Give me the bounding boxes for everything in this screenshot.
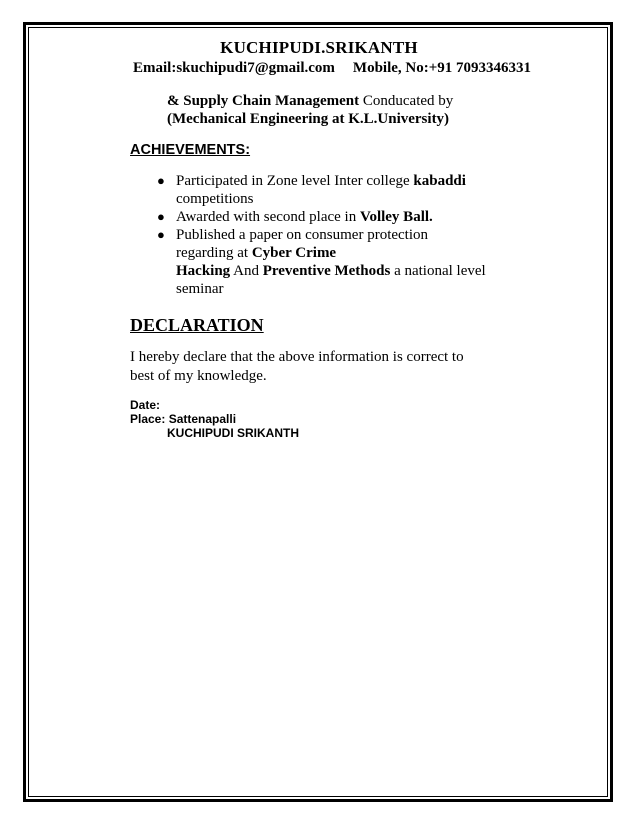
achievement-text: seminar xyxy=(176,281,224,297)
achievement-line xyxy=(176,280,486,298)
achievements-list xyxy=(150,172,486,298)
declaration-line-2: best of my knowledge. xyxy=(130,368,267,384)
bullet-icon: ● xyxy=(157,209,165,224)
education-line-2: (Mechanical Engineering at K.L.University) xyxy=(167,111,450,127)
achievement-emphasis: Volley Ball. xyxy=(359,209,433,225)
achievement-line xyxy=(176,226,486,244)
achievement-text: Participated in Zone level Inter college xyxy=(176,173,414,189)
achievement-text: a national level xyxy=(390,263,486,279)
candidate-name: KUCHIPUDI.SRIKANTH xyxy=(220,38,418,57)
achievement-item xyxy=(150,208,486,226)
achievement-line xyxy=(176,262,486,280)
achievement-emphasis: Cyber Crime xyxy=(251,245,337,261)
achievement-emphasis: Hacking xyxy=(176,263,231,279)
achievement-item xyxy=(150,226,486,298)
declaration-text xyxy=(130,348,464,386)
achievement-emphasis: Preventive Methods xyxy=(262,263,391,279)
achievements-heading: ACHIEVEMENTS: xyxy=(130,142,251,158)
achievement-text: regarding at xyxy=(176,245,252,261)
email-text: Email:skuchipudi7@gmail.com xyxy=(133,60,335,76)
bullet-icon: ● xyxy=(157,227,165,242)
achievement-line xyxy=(176,190,486,208)
achievement-text: Awarded with second place in xyxy=(176,209,360,225)
achievement-text: Published a paper on consumer protection xyxy=(176,227,429,243)
achievement-emphasis: kabaddi xyxy=(413,173,466,189)
declaration-heading: DECLARATION xyxy=(130,315,264,335)
achievement-line xyxy=(176,244,486,262)
date-label: Date: xyxy=(130,398,161,412)
education-course: & Supply Chain Management xyxy=(167,93,360,109)
achievement-line xyxy=(176,208,486,226)
contact-line xyxy=(133,60,531,77)
achievement-text: And xyxy=(230,263,263,279)
bullet-icon: ● xyxy=(157,173,165,188)
achievement-text: competitions xyxy=(176,191,254,207)
achievement-item xyxy=(150,172,486,208)
education-line-1 xyxy=(167,93,453,110)
place-label: Place: Sattenapalli xyxy=(130,412,237,426)
education-conducted: Conducated by xyxy=(359,93,454,109)
achievement-line xyxy=(176,172,486,190)
declaration-line-1: I hereby declare that the above information is correct to xyxy=(130,349,464,365)
signature-name: KUCHIPUDI SRIKANTH xyxy=(167,426,299,440)
page-border-inner xyxy=(28,27,608,797)
mobile-text: Mobile, No:+91 7093346331 xyxy=(352,60,532,76)
